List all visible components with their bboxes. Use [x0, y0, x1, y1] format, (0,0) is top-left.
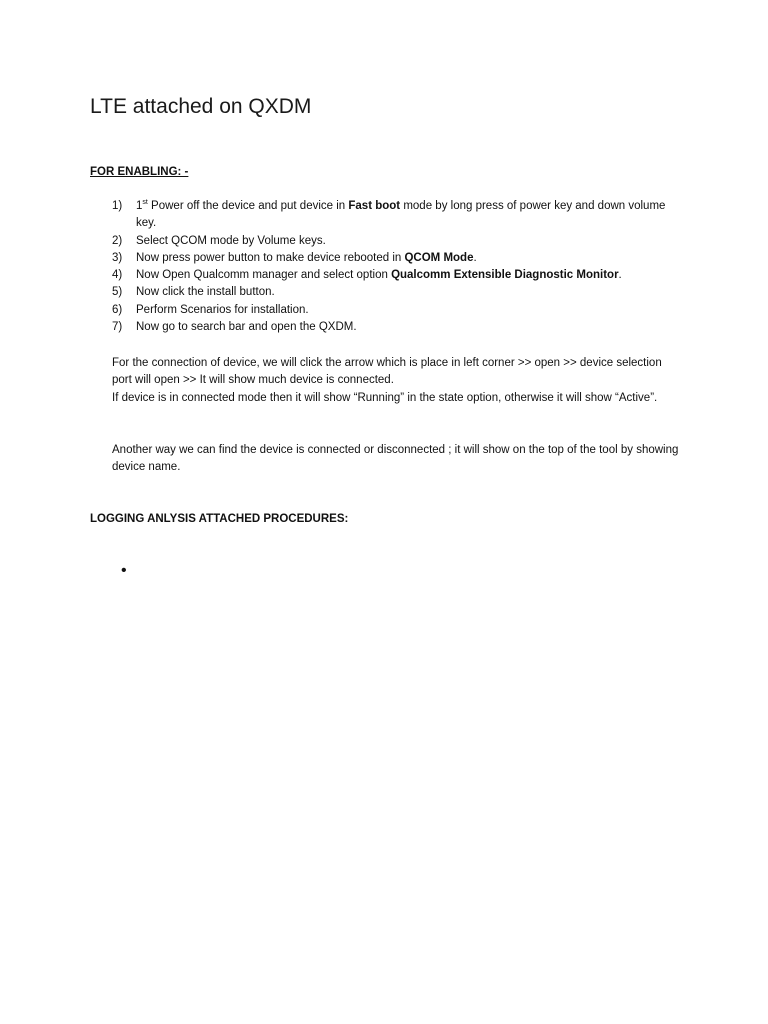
step-text-prefix: 1 [136, 200, 143, 212]
step-text: Select QCOM mode by Volume keys. [136, 234, 326, 247]
step-text: Power off the device and put device in [147, 200, 349, 212]
step-number: 2) [112, 234, 123, 247]
logging-heading: LOGGING ANLYSIS ATTACHED PROCEDURES: [90, 513, 349, 525]
another-way-paragraph: Another way we can find the device is connected or disconnected ; it will show on the top of the tool by showing device name. [112, 444, 679, 474]
step-text: Now go to search bar and open the QXDM. [136, 321, 357, 334]
step-text-bold: Qualcomm Extensible Diagnostic Monitor [391, 269, 619, 282]
step-item-4 [112, 267, 682, 284]
step-text: . [618, 269, 622, 282]
connection-text-2: If device is in connected mode then it will show “Running” in the state option, otherwise it will show “Active”. [112, 391, 658, 404]
step-item-5 [112, 284, 682, 301]
step-item-2 [112, 233, 682, 250]
step-text-superscript: st [142, 199, 148, 207]
step-number: 6) [112, 303, 123, 316]
step-item-7 [112, 319, 682, 336]
step-item-3 [112, 250, 682, 267]
step-text-bold: QCOM Mode [404, 251, 474, 264]
connection-paragraph [112, 355, 682, 407]
connection-text-1: For the connection of device, we will click the arrow which is place in left corner >> open >> device selection port will open >> It will show much device is connected. [112, 357, 662, 387]
step-item-1 [112, 198, 682, 233]
step-text: mode by long press of power key and down volume key. [136, 200, 666, 230]
step-number: 3) [112, 251, 123, 264]
step-text: Now Open Qualcomm manager and select option [136, 269, 392, 282]
document-title: LTE attached on QXDM [90, 95, 312, 118]
step-text: Now press power button to make device rebooted in [136, 251, 405, 264]
enabling-steps-list [112, 198, 682, 336]
bullet-point: • [121, 562, 127, 579]
step-number: 5) [112, 286, 123, 299]
step-number: 7) [112, 321, 123, 334]
step-text: Now click the install button. [136, 286, 275, 299]
step-number: 1) [112, 200, 123, 212]
step-text-bold: Fast boot [348, 200, 401, 212]
for-enabling-heading: FOR ENABLING: - [90, 166, 189, 178]
step-item-6 [112, 302, 682, 319]
step-text: Perform Scenarios for installation. [136, 303, 309, 316]
step-text: . [473, 251, 477, 264]
step-number: 4) [112, 269, 123, 282]
